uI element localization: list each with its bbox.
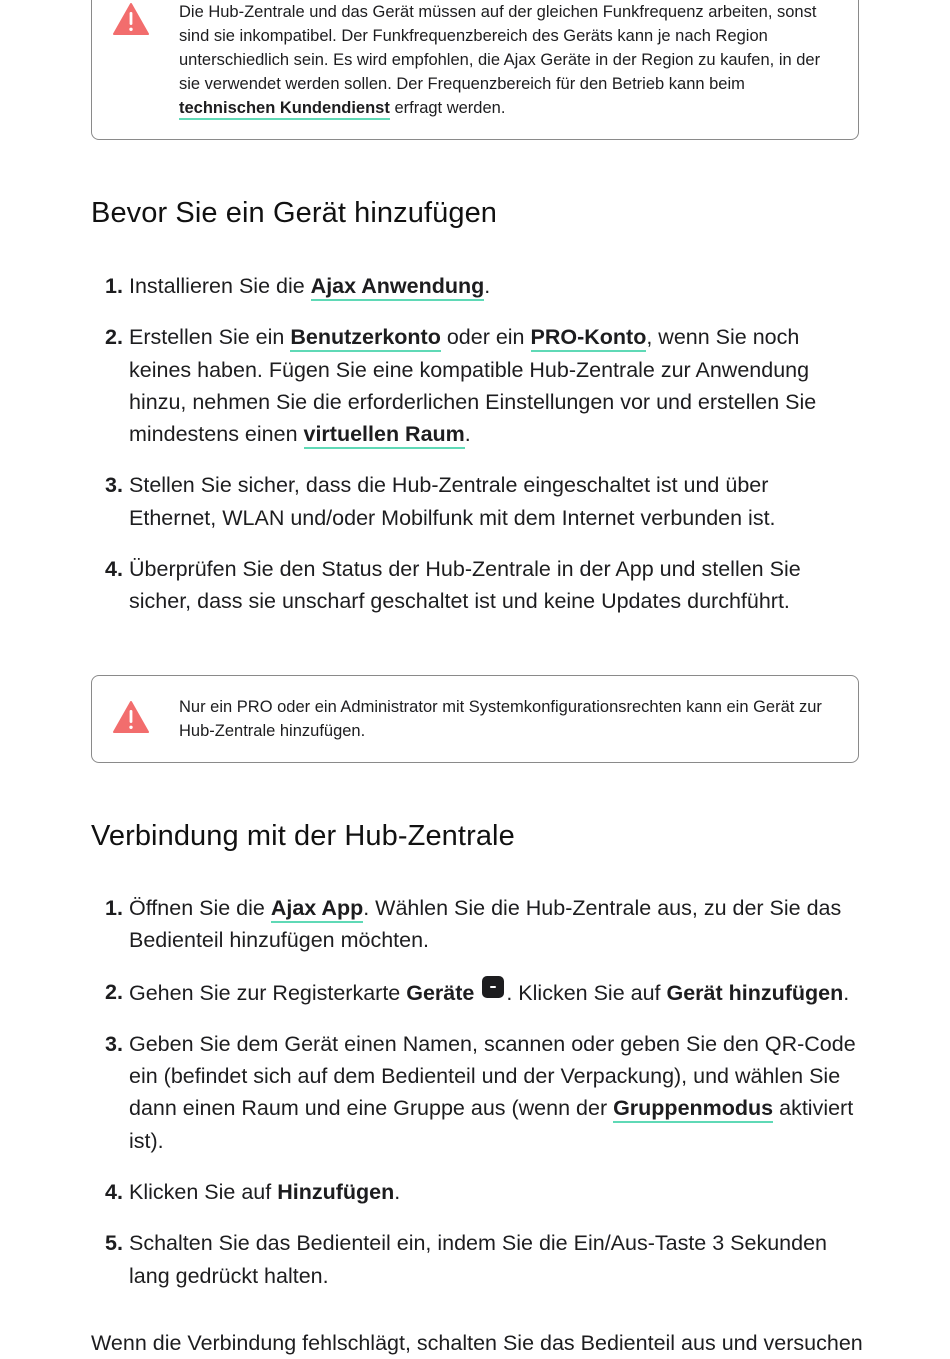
pro-account-link[interactable]: PRO-Konto: [531, 325, 647, 352]
list-item: 1. Öffnen Sie die Ajax App. Wählen Sie die Hub-Zentrale aus, zu der Sie das Bedienteil hinzufügen möchten.: [105, 896, 842, 953]
permissions-warning-text: Nur ein PRO oder ein Administrator mit Systemkonfigurationsrechten kann ein Gerät zur Hub-Zentrale hinzufügen.: [179, 698, 822, 740]
list-item: 4. Klicken Sie auf Hinzufügen.: [105, 1180, 401, 1205]
user-account-link[interactable]: Benutzerkonto: [290, 325, 441, 352]
frequency-warning-text: Die Hub-Zentrale und das Gerät müssen auf der gleichen Funkfrequenz arbeiten, sonst sind sie inkompatibel. Der Funkfrequenzbereich des Geräts kann je nach Region unterschiedlich sein. Es wird empfohlen, die Ajax Geräte in der Region zu kaufen, in der sie verwendet werden sollen. Der Frequenzbereich für den Betrieb kann beim technischen Kundendienst erfragt werden.: [179, 0, 839, 120]
list-item: 3. Geben Sie dem Gerät einen Namen, scannen oder geben Sie den QR-Code ein (befindet sich auf dem Bedienteil und der Verpackung), und wählen Sie dann einen Raum und eine Gruppe aus (wenn der Gruppenmodus aktiviert ist).: [105, 1031, 856, 1153]
permissions-warning-notice: [91, 675, 859, 763]
list-item: 2. Gehen Sie zur Registerkarte Geräte . Klicken Sie auf Gerät hinzufügen.: [91, 976, 859, 1009]
hub-connection-steps: [91, 892, 859, 1311]
virtual-room-link[interactable]: virtuellen Raum: [304, 422, 465, 449]
list-item: 4. Überprüfen Sie den Status der Hub-Zentrale in der App und stellen Sie sicher, dass sie unscharf geschaltet ist und keine Updates durchführt.: [105, 557, 801, 614]
list-item: 3. Stellen Sie sicher, dass die Hub-Zentrale eingeschaltet ist und über Ethernet, WLAN und/oder Mobilfunk mit dem Internet verbunden ist.: [105, 473, 776, 530]
ajax-app-link[interactable]: Ajax Anwendung: [311, 274, 485, 301]
warning-triangle-icon: [112, 700, 150, 734]
section-title-before-adding: Bevor Sie ein Gerät hinzufügen: [91, 197, 498, 229]
section-title-hub-connection: Verbindung mit der Hub-Zentrale: [91, 820, 515, 852]
technical-support-link[interactable]: technischen Kundendienst: [179, 99, 390, 120]
list-item: 5. Schalten Sie das Bedienteil ein, indem Sie die Ein/Aus-Taste 3 Sekunden lang gedrückt halten.: [105, 1231, 827, 1288]
partial-paragraph: Wenn die Verbindung fehlschlägt, schalten Sie das Bedienteil aus und versuchen: [91, 1331, 863, 1355]
list-item: 2. Erstellen Sie ein Benutzerkonto oder ein PRO-Konto, wenn Sie noch keines haben. Fügen Sie eine kompatible Hub-Zentrale zur Anwendung hinzu, nehmen Sie die erforderlichen Einstellungen vor und erstellen Sie mindestens einen virtuellen Raum.: [91, 321, 859, 450]
before-adding-steps: [91, 270, 859, 637]
warning-triangle-icon: [112, 2, 150, 36]
frequency-warning-notice: [91, 0, 859, 140]
ajax-app-link[interactable]: Ajax App: [271, 896, 363, 923]
devices-tab-icon: [482, 976, 504, 998]
list-item: 1. Installieren Sie die Ajax Anwendung.: [91, 270, 859, 302]
group-mode-link[interactable]: Gruppenmodus: [613, 1096, 773, 1123]
